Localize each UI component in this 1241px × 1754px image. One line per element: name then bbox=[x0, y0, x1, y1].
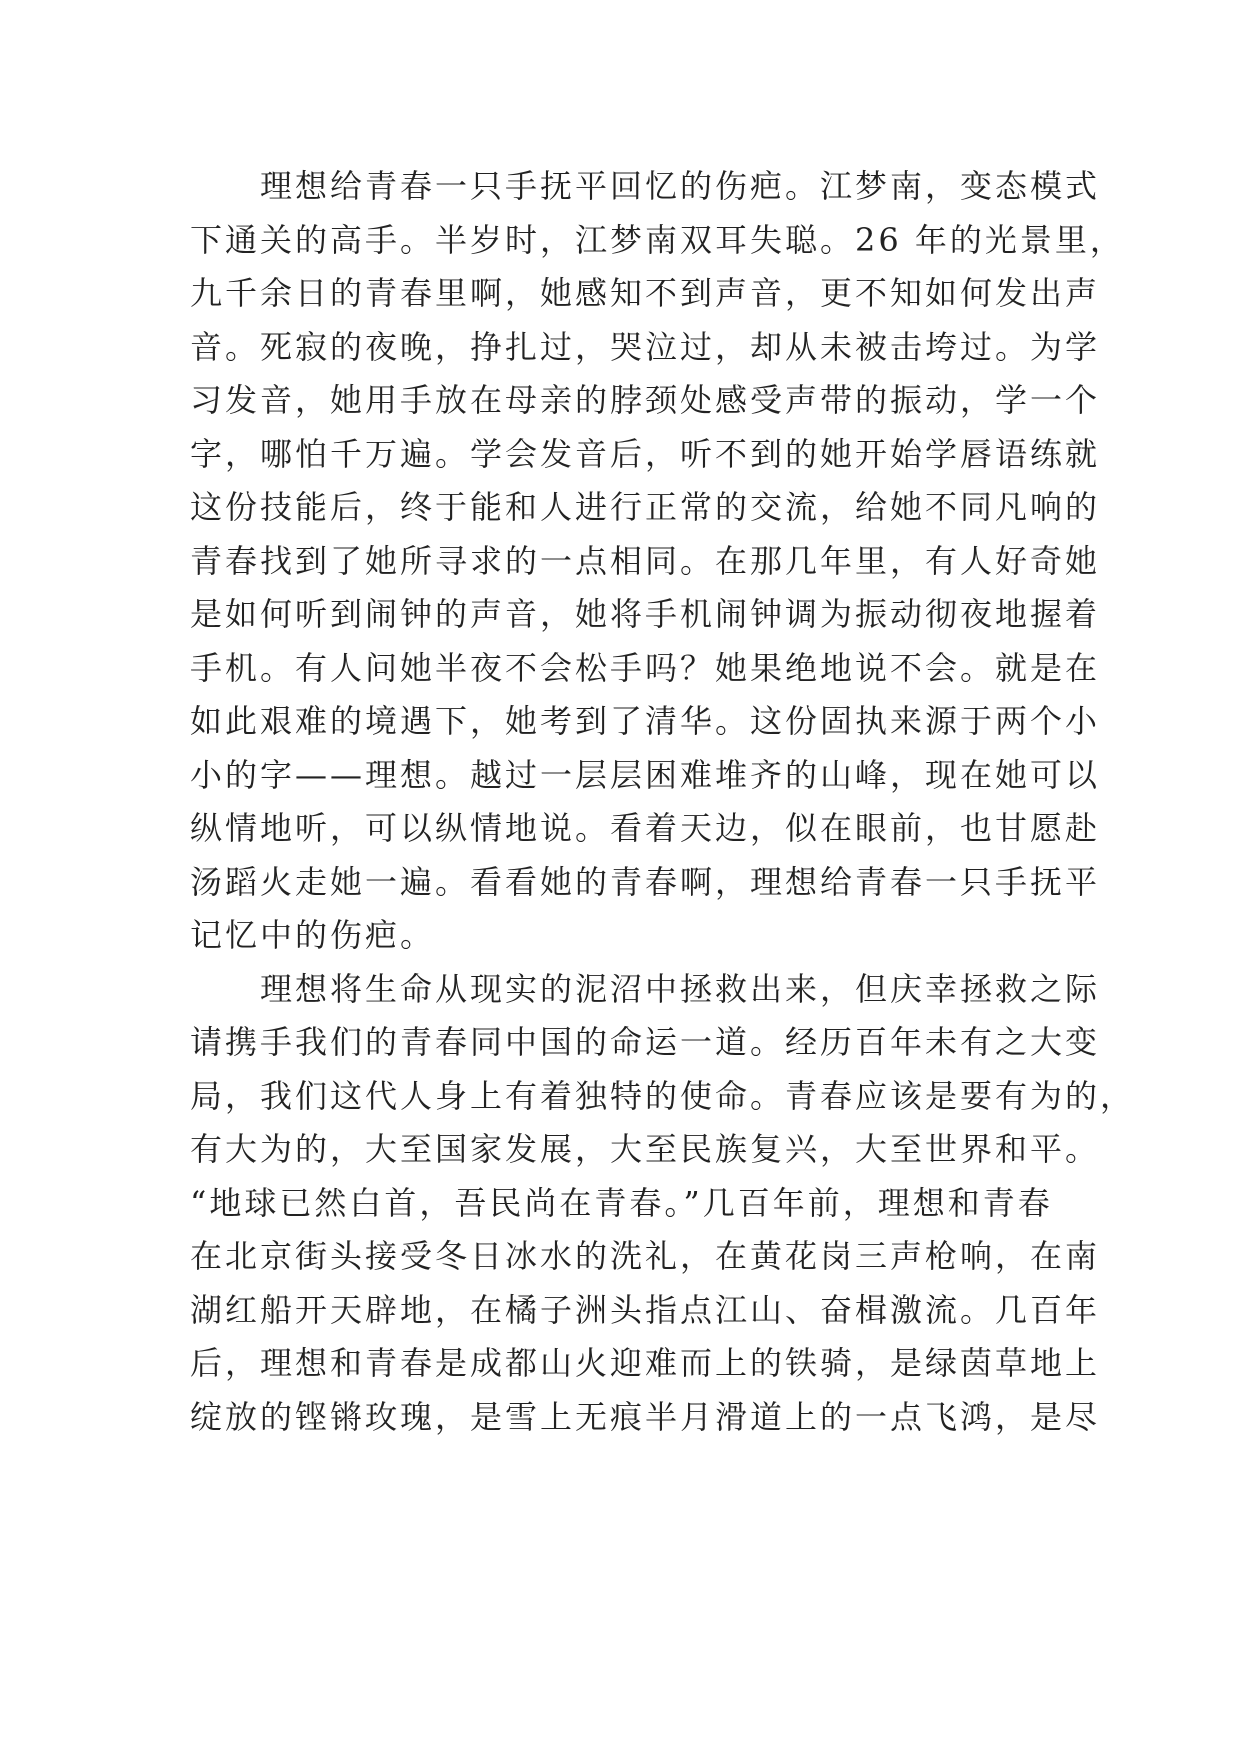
text-line: 理想给青春一只手抚平回忆的伤疤。江梦南，变态模式 bbox=[190, 167, 1101, 205]
text-line: 纵情地听，可以纵情地说。看着天边，似在眼前，也甘愿赴 bbox=[190, 809, 1101, 847]
text-line: 后，理想和青春是成都山火迎难而上的铁骑，是绿茵草地上 bbox=[190, 1344, 1101, 1382]
text-line: 是如何听到闹钟的声音，她将手机闹钟调为振动彻夜地握着 bbox=[190, 595, 1101, 633]
text-line: 青春找到了她所寻求的一点相同。在那几年里，有人好奇她 bbox=[190, 541, 1101, 580]
text-line: “地球已然白首，吾民尚在青春。”几百年前，理想和青春 bbox=[190, 1183, 1053, 1222]
text-line: 音。死寂的夜晚，挣扎过，哭泣过，却从未被击垮过。为学 bbox=[190, 327, 1101, 366]
text-line: 绽放的铿锵玫瑰，是雪上无痕半月滑道上的一点飞鸿，是尽 bbox=[190, 1397, 1101, 1436]
text-line: 局，我们这代人身上有着独特的使命。青春应该是要有为的， bbox=[190, 1076, 1136, 1115]
text-line: 请携手我们的青春同中国的命运一道。经历百年未有之大变 bbox=[190, 1023, 1101, 1061]
text-line: 有大为的，大至国家发展，大至民族复兴，大至世界和平。 bbox=[190, 1130, 1101, 1168]
text-line: 理想将生命从现实的泥沼中拯救出来，但庆幸拯救之际 bbox=[190, 969, 1101, 1008]
text-line: 九千余日的青春里啊，她感知不到声音，更不知如何发出声 bbox=[190, 274, 1101, 312]
text-line: 小的字——理想。越过一层层困难堆齐的山峰，现在她可以 bbox=[190, 755, 1101, 794]
text-line: 习发音，她用手放在母亲的脖颈处感受声带的振动，学一个 bbox=[190, 381, 1101, 419]
text-line: 下通关的高手。半岁时，江梦南双耳失聪。26 年的光景里， bbox=[190, 220, 1125, 259]
text-line: 湖红船开天辟地，在橘子洲头指点江山、奋楫激流。几百年 bbox=[190, 1290, 1101, 1329]
text-line: 如此艰难的境遇下，她考到了清华。这份固执来源于两个小 bbox=[190, 702, 1101, 740]
text-line: 在北京街头接受冬日冰水的洗礼，在黄花岗三声枪响，在南 bbox=[190, 1237, 1101, 1275]
text-line: 字，哪怕千万遍。学会发音后，听不到的她开始学唇语练就 bbox=[190, 434, 1101, 473]
text-line: 这份技能后，终于能和人进行正常的交流，给她不同凡响的 bbox=[190, 488, 1101, 526]
text-line: 记忆中的伤疤。 bbox=[190, 916, 436, 954]
document-body bbox=[190, 160, 1136, 1444]
text-line: 汤蹈火走她一遍。看看她的青春啊，理想给青春一只手抚平 bbox=[190, 862, 1101, 901]
text-line: 手机。有人问她半夜不会松手吗？她果绝地说不会。就是在 bbox=[190, 648, 1101, 687]
